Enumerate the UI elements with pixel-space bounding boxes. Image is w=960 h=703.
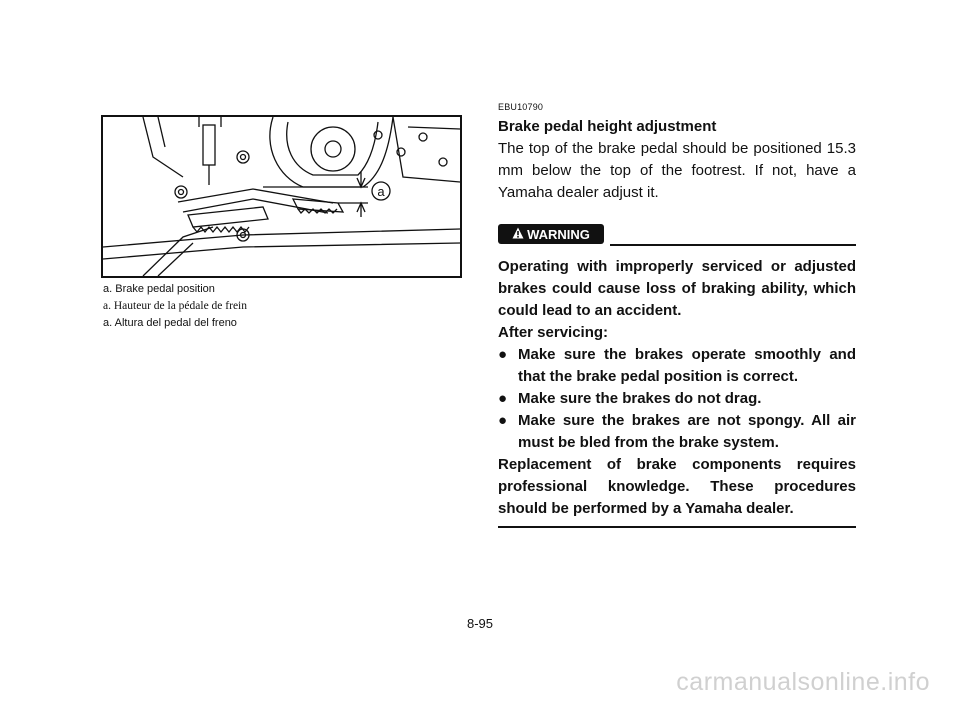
right-column <box>498 102 856 528</box>
page-number: 8-95 <box>466 616 494 631</box>
list-item <box>498 410 856 454</box>
list-item <box>498 344 856 388</box>
warning-after-label: After servicing: <box>498 324 609 341</box>
section-heading: Brake pedal height adjustment <box>498 118 717 135</box>
figure-callout-letter: a <box>377 184 385 199</box>
bullet-text: Make sure the brakes are not spongy. All air must be bled from the brake system. <box>518 412 856 451</box>
warning-intro: Operating with improperly serviced or adjusted brakes could cause loss of braking ability, which could lead to an accident. <box>498 258 856 319</box>
warning-triangle-icon <box>512 227 524 242</box>
warning-closing: Replacement of brake components requires professional knowledge. These procedures should be performed by a Yamaha dealer. <box>498 456 856 517</box>
caption-french: a. Hauteur de la pédale de frein <box>103 300 247 312</box>
watermark-text[interactable]: carmanualsonline.info <box>676 668 930 696</box>
section-body: The top of the brake pedal should be positioned 15.3 mm below the top of the footrest. If not, have a Yamaha dealer adjust it. <box>498 140 856 201</box>
brake-pedal-drawing <box>103 117 460 276</box>
figure-captions <box>103 281 463 332</box>
warning-badge <box>498 224 604 244</box>
warning-bullets <box>498 344 856 454</box>
bullet-text: Make sure the brakes operate smoothly and that the brake pedal position is correct. <box>518 346 856 385</box>
warning-rule <box>610 244 856 246</box>
warning-end-rule <box>498 526 856 528</box>
list-item <box>498 388 856 410</box>
section-code: EBU10790 <box>498 102 544 112</box>
caption-spanish: a. Altura del pedal del freno <box>103 317 237 329</box>
bullet-icon: ● <box>498 412 508 429</box>
caption-english: a. Brake pedal position <box>103 283 215 295</box>
bullet-icon: ● <box>498 390 508 407</box>
warning-body <box>498 256 856 520</box>
brake-pedal-illustration <box>101 115 462 278</box>
warning-badge-label: WARNING <box>527 226 590 242</box>
bullet-text: Make sure the brakes do not drag. <box>518 390 762 407</box>
bullet-icon: ● <box>498 346 508 363</box>
warning-header <box>498 224 856 246</box>
